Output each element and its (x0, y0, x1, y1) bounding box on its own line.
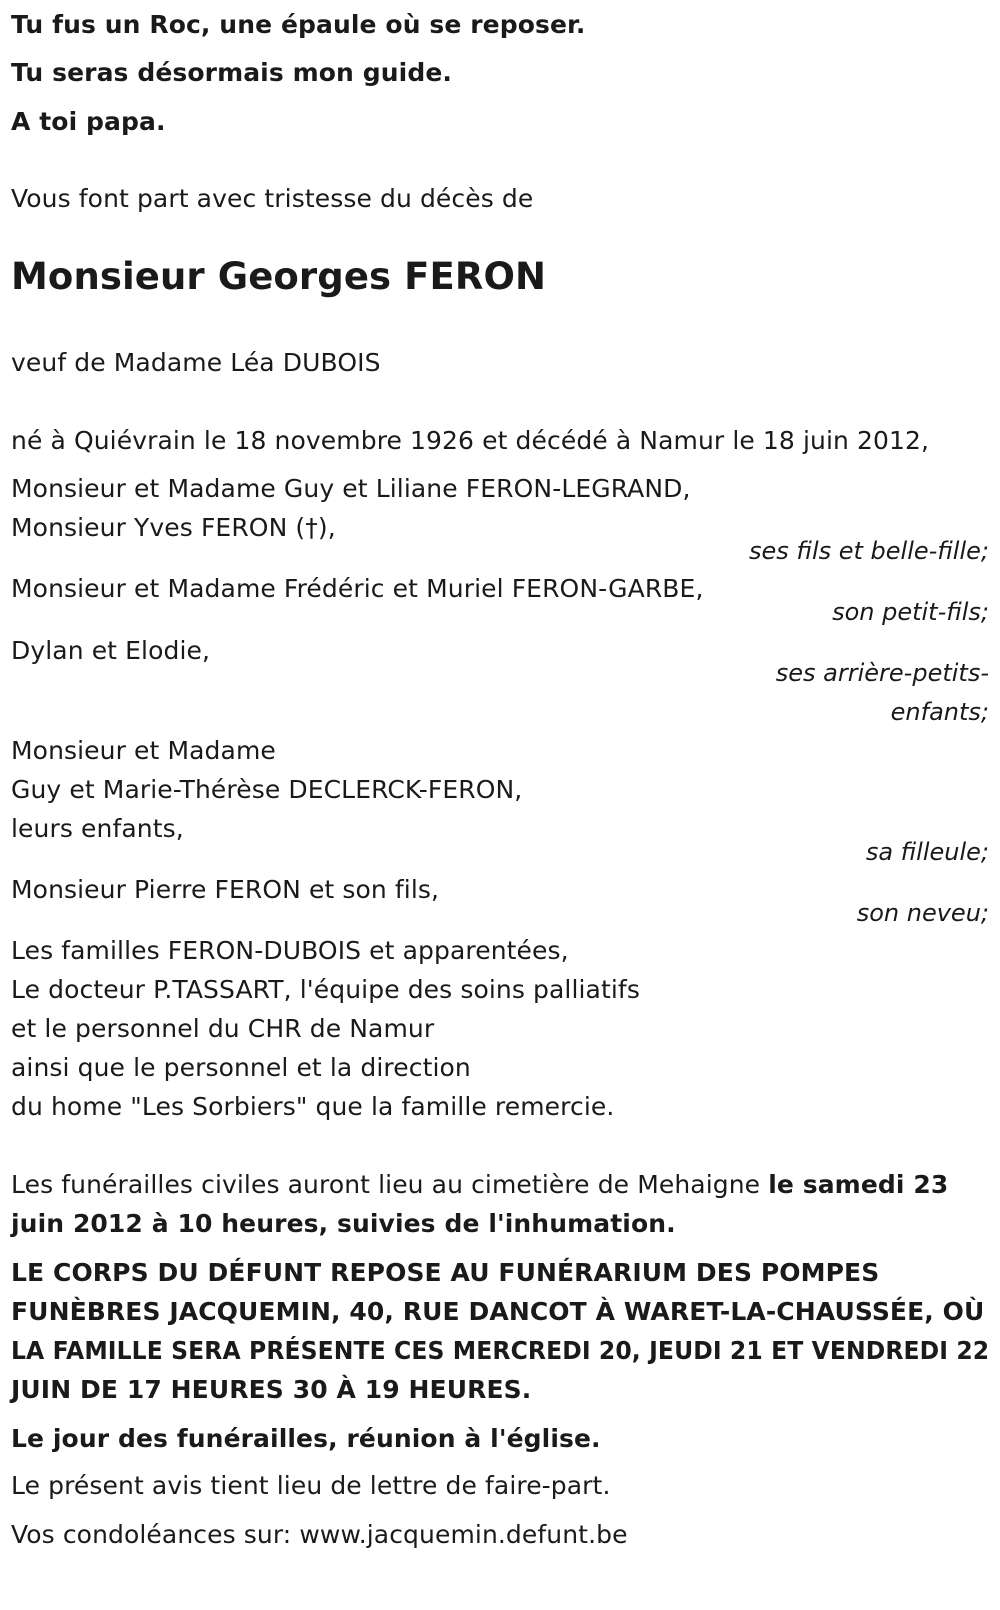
goddaughter-line-3: leurs enfants, (11, 814, 184, 843)
goddaughter-line-2: Guy et Marie-Thérèse DECLERCK-FERON, (11, 775, 523, 804)
intro-text: Vous font part avec tristesse du décès de (11, 184, 534, 213)
epigraph-line-3: A toi papa. (11, 107, 166, 136)
sons-role: ses fils et belle-fille; (749, 537, 989, 565)
epigraph-line-2: Tu seras désormais mon guide. (11, 58, 452, 87)
goddaughter-role: sa filleule; (865, 838, 989, 866)
birth-death-line: né à Quiévrain le 18 novembre 1926 et décédé à Namur le 18 juin 2012, (11, 426, 930, 455)
sons-line-1: Monsieur et Madame Guy et Liliane FERON-LEGRAND, (11, 474, 691, 503)
grandson-role: son petit-fils; (832, 598, 989, 626)
sons-line-2: Monsieur Yves FERON (†), (11, 513, 336, 542)
thanks-line-4: ainsi que le personnel et la direction (11, 1053, 471, 1082)
widow-line: veuf de Madame Léa DUBOIS (11, 348, 381, 377)
thanks-line-5: du home "Les Sorbiers" que la famille remercie. (11, 1092, 615, 1121)
thanks-line-3: et le personnel du CHR de Namur (11, 1014, 435, 1043)
thanks-line-1: Les familles FERON-DUBOIS et apparentées, (11, 936, 569, 965)
grandson-line: Monsieur et Madame Frédéric et Muriel FERON-GARBE, (11, 574, 704, 603)
goddaughter-line-1: Monsieur et Madame (11, 736, 276, 765)
great-grandchildren-role-2: enfants; (890, 698, 989, 726)
funeral-text: Les funérailles civiles auront lieu au cimetière de Mehaigne (11, 1170, 769, 1199)
visitation-line-1: LE CORPS DU DÉFUNT REPOSE AU FUNÉRARIUM DES POMPES (11, 1258, 880, 1287)
nephew-line: Monsieur Pierre FERON et son fils, (11, 875, 440, 904)
deceased-name: Monsieur Georges FERON (11, 255, 547, 298)
great-grandchildren-line: Dylan et Elodie, (11, 636, 211, 665)
funeral-line-2: juin 2012 à 10 heures, suivies de l'inhumation. (11, 1209, 676, 1238)
funeral-date-start: le samedi 23 (768, 1170, 949, 1199)
great-grandchildren-role-1: ses arrière-petits- (775, 659, 989, 687)
visitation-line-3: LA FAMILLE SERA PRÉSENTE CES MERCREDI 20, JEUDI 21 ET VENDREDI 22 (11, 1336, 990, 1365)
visitation-line-2: FUNÈBRES JACQUEMIN, 40, RUE DANCOT À WARET-LA-CHAUSSÉE, OÙ (11, 1297, 985, 1326)
notice-line: Le présent avis tient lieu de lettre de faire-part. (11, 1471, 611, 1500)
visitation-line-4: JUIN DE 17 HEURES 30 À 19 HEURES. (11, 1375, 532, 1404)
condolences-line: Vos condoléances sur: www.jacquemin.defunt.be (11, 1520, 628, 1549)
funeral-line-1 (11, 1169, 948, 1201)
nephew-role: son neveu; (856, 899, 989, 927)
epigraph-line-1: Tu fus un Roc, une épaule où se reposer. (11, 10, 586, 39)
thanks-line-2: Le docteur P.TASSART, l'équipe des soins palliatifs (11, 975, 640, 1004)
meeting-line: Le jour des funérailles, réunion à l'église. (11, 1424, 601, 1453)
